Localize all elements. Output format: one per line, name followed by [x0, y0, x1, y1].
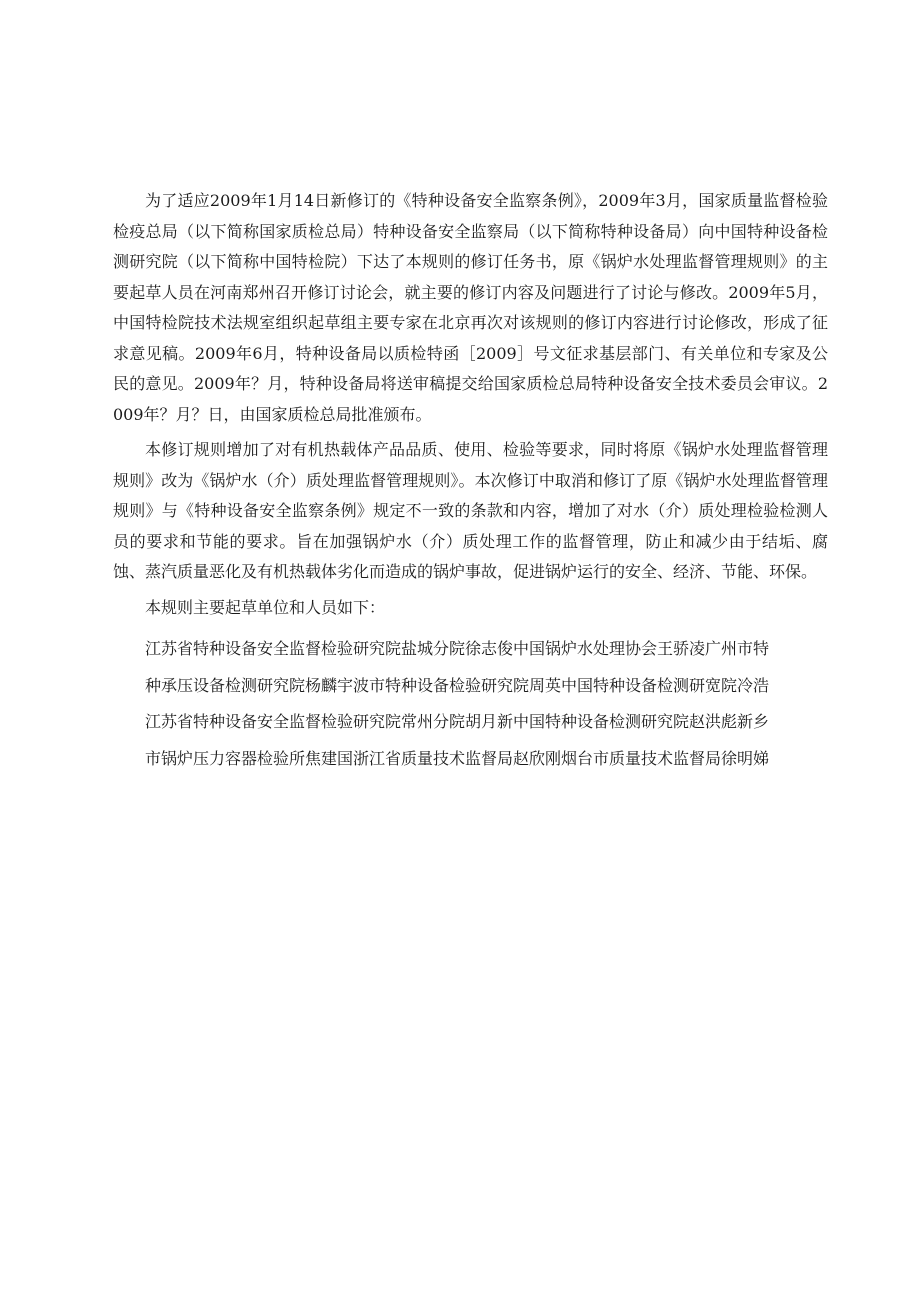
- document-body: [113, 186, 828, 777]
- drafters-line-4: 市锅炉压力容器检验所焦建国浙江省质量技术监督局赵欣刚烟台市质量技术监督局徐明娣: [145, 748, 770, 768]
- paragraph-revision-history: 为了适应2009年1月14日新修订的《特种设备安全监察条例》，2009年3月，国家质量监督检验检疫总局（以下简称国家质检总局）特种设备安全监察局（以下简称特种设备局）向中国特种设备检测研究院（以下简称中国特检院）下达了本规则的修订任务书，原《锅炉水处理监督管理规则》的主要起草人员在河南郑州召开修订讨论会，就主要的修订内容及问题进行了讨论与修改。2009年5月，中国特检院技术法规室组织起草组主要专家在北京再次对该规则的修订内容进行讨论修改，形成了征求意见稿。2009年6月，特种设备局以质检特函［2009］号文征求基层部门、有关单位和专家及公民的意见。2009年？月，特种设备局将送审稿提交给国家质检总局特种设备安全技术委员会审议。2009年？月？日，由国家质检总局批准颁布。: [113, 191, 828, 424]
- paragraph-revision-content: 本修订规则增加了对有机热载体产品品质、使用、检验等要求，同时将原《锅炉水处理监督管理规则》改为《锅炉水（介）质处理监督管理规则》。本次修订中取消和修订了原《锅炉水处理监督管理规则》与《特种设备安全监察条例》规定不一致的条款和内容，增加了对水（介）质处理检验检测人员的要求和节能的要求。旨在加强锅炉水（介）质处理工作的监督管理，防止和减少由于结垢、腐蚀、蒸汽质量恶化及有机热载体劣化而造成的锅炉事故，促进锅炉运行的安全、经济、节能、环保。: [113, 440, 828, 581]
- drafters-line-2: 种承压设备检测研究院杨麟宇波市特种设备检验研究院周英中国特种设备检测研宽院冷浩: [145, 675, 770, 695]
- paragraph-drafters-intro: 本规则主要起草单位和人员如下：: [145, 597, 386, 617]
- drafters-list: [113, 631, 828, 777]
- drafters-line-1: 江苏省特种设备安全监督检验研究院盐城分院徐志俊中国锅炉水处理协会王骄凌广州市特: [145, 639, 770, 658]
- drafters-line-3: 江苏省特种设备安全监督检验研究院常州分院胡月新中国特种设备检测研究院赵洪彪新乡: [145, 712, 770, 731]
